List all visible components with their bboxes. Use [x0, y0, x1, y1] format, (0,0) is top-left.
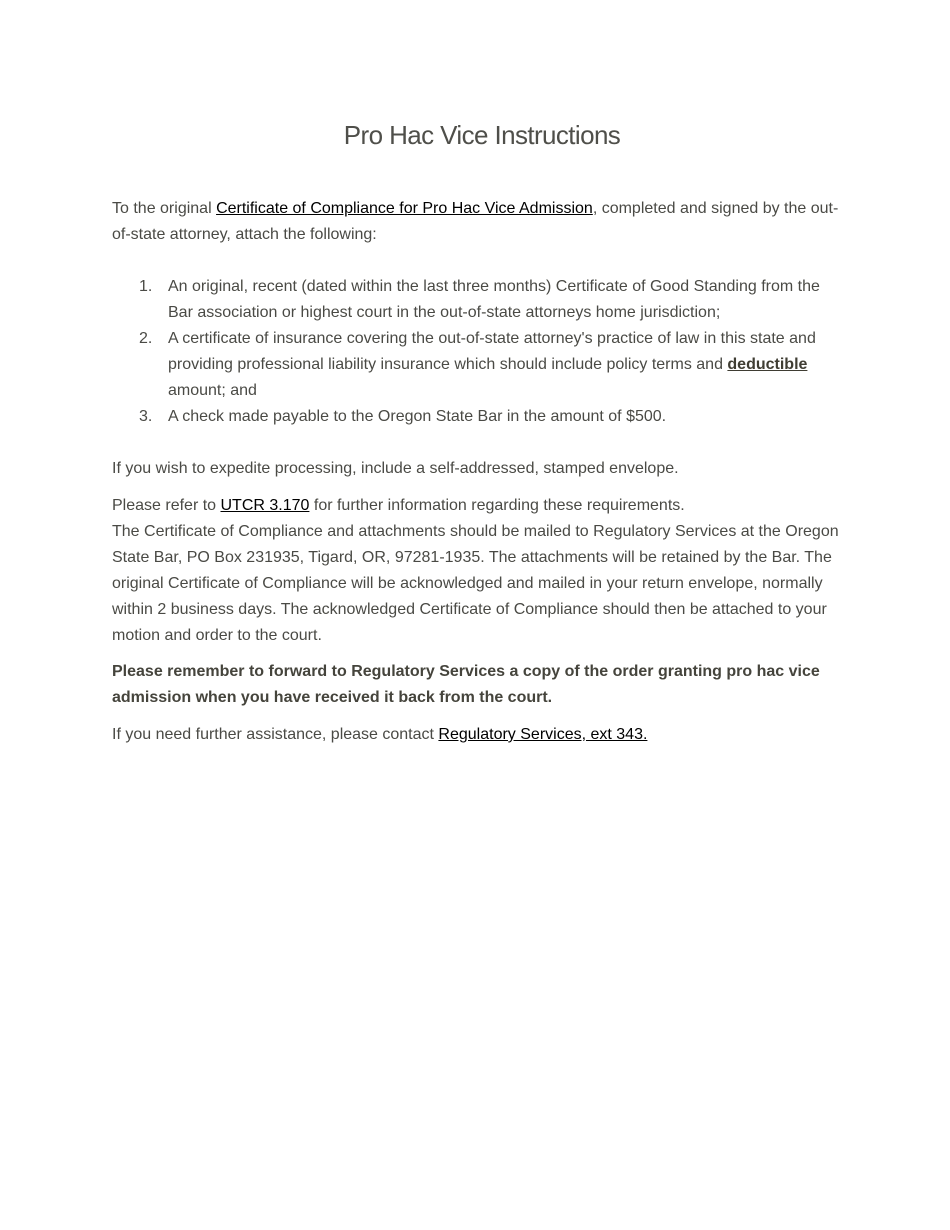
- list-item-number: 3.: [139, 408, 153, 425]
- reminder-paragraph: Please remember to forward to Regulatory Services a copy of the order granting pro hac vice admission when you have received it back from the court.: [112, 663, 820, 706]
- deductible-emphasis: deductible: [727, 356, 808, 373]
- mailing-paragraph: The Certificate of Compliance and attachments should be mailed to Regulatory Services at the Oregon State Bar, PO Box 231935, Tigard, OR, 97281-1935. The attachments will be retained by the Bar. The original Certificate of Compliance will be acknowledged and mailed in your return envelope, normally within 2 business days. The acknowledged Certificate of Compliance should then be attached to your motion and order to the court.: [112, 523, 839, 644]
- refer-and-mailing-block: [112, 493, 842, 649]
- list-item-number: 1.: [139, 278, 153, 295]
- intro-paragraph: [112, 196, 842, 248]
- list-item: [112, 404, 842, 430]
- contact-text-before: If you need further assistance, please contact: [112, 726, 439, 743]
- list-item-text-before: A certificate of insurance covering the out-of-state attorney's practice of law in this state and providing professional liability insurance which should include policy terms and: [168, 330, 816, 373]
- requirements-list: [112, 274, 842, 430]
- page-title: Pro Hac Vice Instructions: [343, 120, 621, 150]
- intro-text-before: To the original: [112, 200, 217, 217]
- refer-text-after: for further information regarding these requirements.: [309, 497, 685, 514]
- regulatory-services-link[interactable]: Regulatory Services, ext 343.: [438, 726, 648, 743]
- list-item-number: 2.: [139, 330, 153, 347]
- list-item-text-after: amount; and: [168, 382, 257, 399]
- document-page: [112, 118, 842, 748]
- certificate-of-compliance-link[interactable]: Certificate of Compliance for Pro Hac Vice Admission: [216, 200, 593, 217]
- refer-line: [112, 493, 842, 519]
- list-item-text: An original, recent (dated within the last three months) Certificate of Good Standing from the Bar association or highest court in the out-of-state attorneys home jurisdiction;: [168, 278, 820, 321]
- utcr-link[interactable]: UTCR 3.170: [220, 497, 310, 514]
- contact-paragraph: [112, 722, 842, 748]
- refer-text-before: Please refer to: [112, 497, 221, 514]
- intro-text-after: , completed and signed by the out-of-state attorney, attach the following:: [112, 200, 839, 243]
- list-item-text: A check made payable to the Oregon State Bar in the amount of $500.: [168, 408, 667, 425]
- list-item: [112, 326, 842, 404]
- list-item: [112, 274, 842, 326]
- expedite-paragraph: If you wish to expedite processing, include a self-addressed, stamped envelope.: [112, 460, 679, 477]
